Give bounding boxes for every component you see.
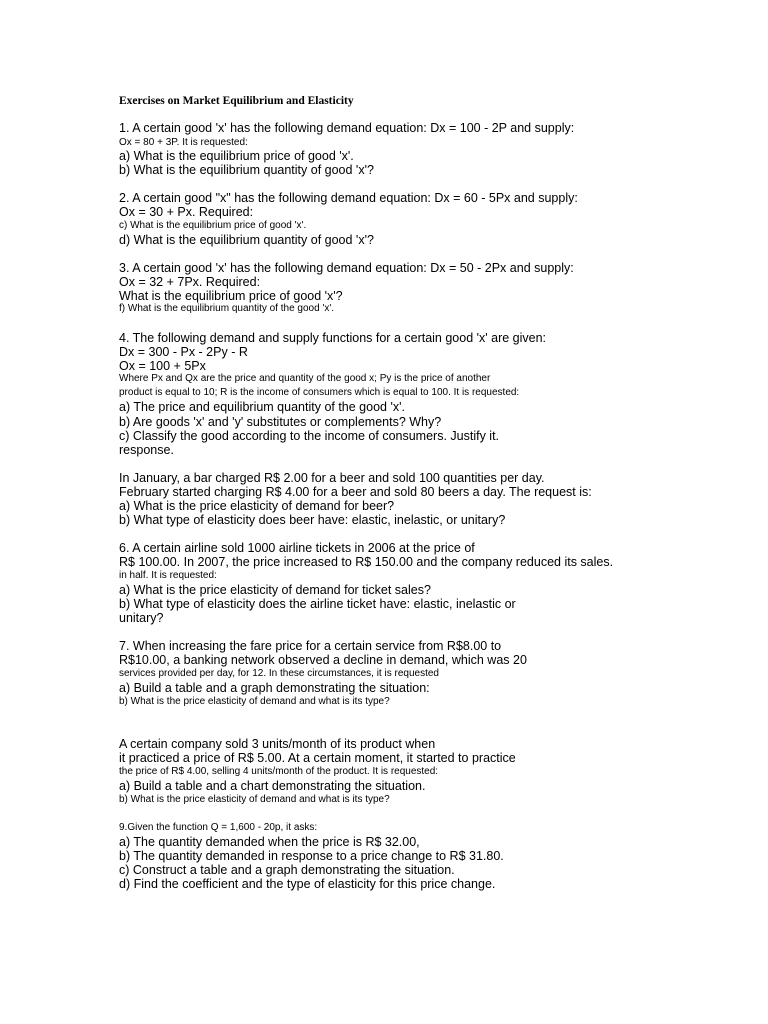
exercise-1-line: 1. A certain good 'x' has the following demand equation: Dx = 100 - 2P and supply: (119, 121, 575, 135)
exercise-4-line: c) Classify the good according to the income of consumers. Justify it. (119, 429, 500, 443)
exercise-9-line: a) The quantity demanded when the price is R$ 32.00, (119, 835, 420, 849)
exercise-7-line: 7. When increasing the fare price for a certain service from R$8.00 to (119, 639, 502, 653)
exercise-1-line: Ox = 80 + 3P. It is requested: (119, 137, 248, 148)
exercise-8-line: a) Build a table and a chart demonstrating the situation. (119, 779, 426, 793)
exercise-4-line: Ox = 100 + 5Px (119, 359, 206, 373)
exercise-4-line: b) Are goods 'x' and 'y' substitutes or complements? Why? (119, 415, 442, 429)
exercise-4-line: a) The price and equilibrium quantity of the good 'x'. (119, 400, 405, 414)
exercise-5-line: b) What type of elasticity does beer have: elastic, inelastic, or unitary? (119, 513, 506, 527)
exercise-5-line: February started charging R$ 4.00 for a beer and sold 80 beers a day. The request is: (119, 485, 592, 499)
exercise-6-line: b) What type of elasticity does the airline ticket have: elastic, inelastic or (119, 597, 516, 611)
exercise-4-line: product is equal to 10; R is the income of consumers which is equal to 100. It is requested: (119, 387, 520, 398)
exercise-2-line: Ox = 30 + Px. Required: (119, 205, 254, 219)
exercise-2-line: c) What is the equilibrium price of good 'x'. (119, 220, 307, 231)
exercise-7-line: b) What is the price elasticity of demand and what is its type? (119, 696, 390, 707)
exercise-2-line: d) What is the equilibrium quantity of good 'x'? (119, 233, 374, 247)
exercise-9-line: c) Construct a table and a graph demonstrating the situation. (119, 863, 455, 877)
exercise-3-line: f) What is the equilibrium quantity of the good 'x'. (119, 303, 335, 314)
exercise-1-line: b) What is the equilibrium quantity of good 'x'? (119, 163, 374, 177)
exercise-6-line: R$ 100.00. In 2007, the price increased to R$ 150.00 and the company reduced its sales. (119, 555, 614, 569)
exercise-4-line: Where Px and Qx are the price and quantity of the good x; Py is the price of another (119, 373, 491, 384)
exercise-9-line: b) The quantity demanded in response to a price change to R$ 31.80. (119, 849, 504, 863)
exercise-5-line: In January, a bar charged R$ 2.00 for a beer and sold 100 quantities per day. (119, 471, 545, 485)
exercise-7-line: services provided per day, for 12. In these circumstances, it is requested (119, 668, 439, 679)
exercise-4-line: 4. The following demand and supply functions for a certain good 'x' are given: (119, 331, 547, 345)
exercise-5-line: a) What is the price elasticity of demand for beer? (119, 499, 395, 513)
exercise-3-line: What is the equilibrium price of good 'x'? (119, 289, 343, 303)
exercise-9-line: 9.Given the function Q = 1,600 - 20p, it asks: (119, 822, 318, 833)
exercise-6-line: a) What is the price elasticity of demand for ticket sales? (119, 583, 431, 597)
exercise-6-line: 6. A certain airline sold 1000 airline tickets in 2006 at the price of (119, 541, 475, 555)
exercise-6-line: unitary? (119, 611, 164, 625)
exercise-9-line: d) Find the coefficient and the type of elasticity for this price change. (119, 877, 496, 891)
exercise-4-line: Dx = 300 - Px - 2Py - R (119, 345, 248, 359)
exercise-6-line: in half. It is requested: (119, 570, 217, 581)
exercise-7-line: R$10.00, a banking network observed a decline in demand, which was 20 (119, 653, 527, 667)
exercise-8-line: b) What is the price elasticity of demand and what is its type? (119, 794, 390, 805)
exercise-1-line: a) What is the equilibrium price of good 'x'. (119, 149, 354, 163)
exercise-8-line: the price of R$ 4.00, selling 4 units/month of the product. It is requested: (119, 766, 439, 777)
exercise-3-line: 3. A certain good 'x' has the following demand equation: Dx = 50 - 2Px and supply: (119, 261, 574, 275)
exercise-8-line: it practiced a price of R$ 5.00. At a certain moment, it started to practice (119, 751, 516, 765)
exercise-4-line: response. (119, 443, 174, 457)
exercise-8-line: A certain company sold 3 units/month of its product when (119, 737, 436, 751)
exercise-3-line: Ox = 32 + 7Px. Required: (119, 275, 261, 289)
exercise-2-line: 2. A certain good "x" has the following demand equation: Dx = 60 - 5Px and supply: (119, 191, 578, 205)
document-title: Exercises on Market Equilibrium and Elasticity (119, 95, 354, 107)
exercise-7-line: a) Build a table and a graph demonstrating the situation: (119, 681, 430, 695)
